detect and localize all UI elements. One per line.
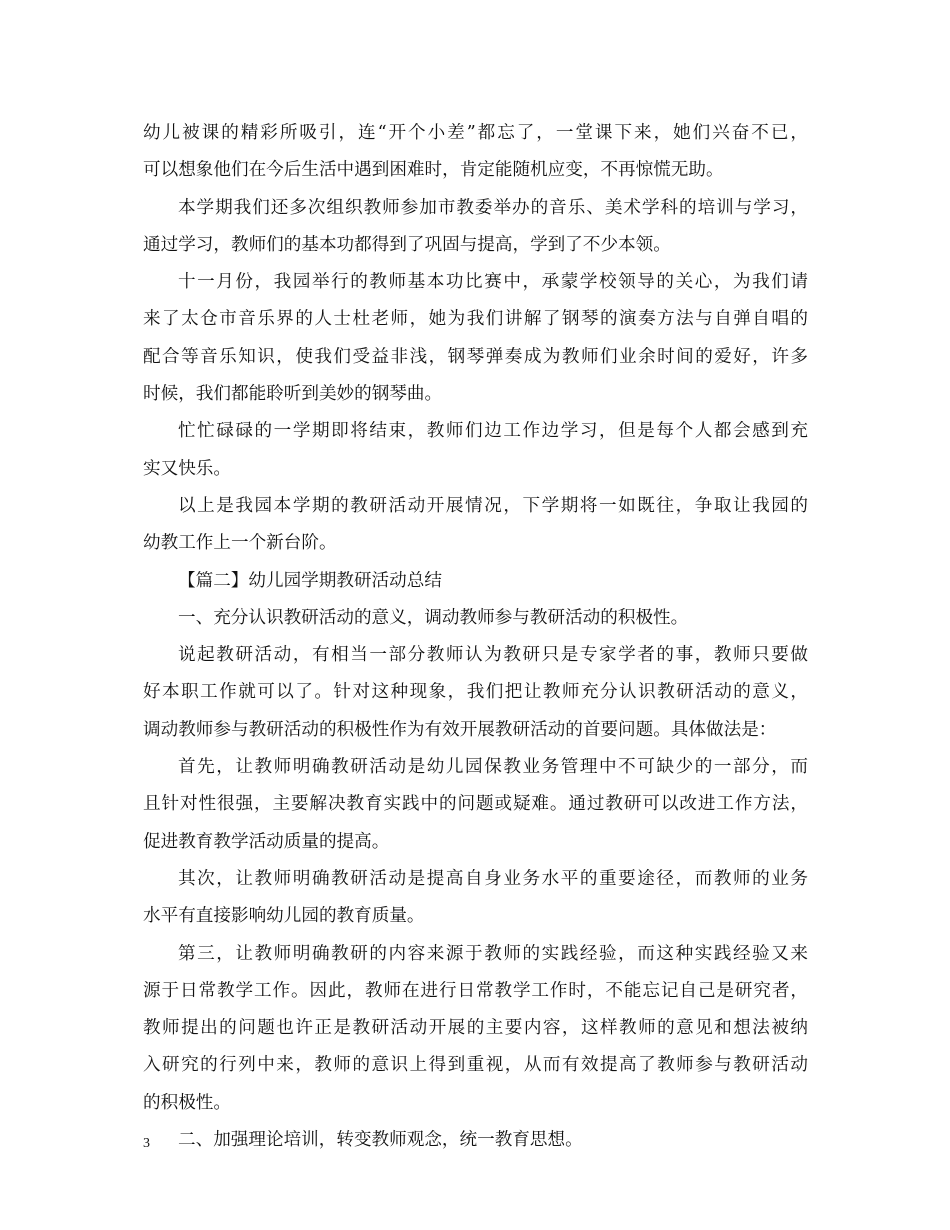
text-line: 教师提出的问题也许正是教研活动开展的主要内容，这样教师的意见和想法被纳 (143, 1018, 808, 1039)
text-line: 一、充分认识教研活动的意义，调动教师参与教研活动的积极性。 (178, 607, 689, 628)
text-line: 配合等音乐知识，使我们受益非浅，钢琴弹奏成为教师们业余时间的爱好，许多 (143, 346, 808, 367)
text-line: 二、加强理论培训，转变教师观念，统一教育思想。 (178, 1130, 583, 1151)
text-line: 实又快乐。 (143, 458, 231, 479)
text-line: 来了太仓市音乐界的人士杜老师，她为我们讲解了钢琴的演奏方法与自弹自唱的 (143, 309, 808, 330)
text-line: 十一月份，我园举行的教师基本功比赛中，承蒙学校领导的关心，为我们请 (178, 272, 808, 293)
text-line: 其次，让教师明确教研活动是提高自身业务水平的重要途径，而教师的业务 (178, 868, 808, 889)
text-line: 好本职工作就可以了。针对这种现象，我们把让教师充分认识教研活动的意义， (143, 682, 808, 703)
text-line: 本学期我们还多次组织教师参加市教委举办的音乐、美术学科的培训与学习， (178, 197, 808, 218)
text-line: 通过学习，教师们的基本功都得到了巩固与提高，学到了不少本领。 (143, 234, 671, 255)
document-body (143, 115, 808, 1159)
text-line: 源于日常教学工作。因此，教师在进行日常教学工作时，不能忘记自己是研究者， (143, 980, 808, 1001)
text-line: 可以想象他们在今后生活中遇到困难时，肯定能随机应变，不再惊慌无助。 (143, 160, 724, 181)
text-line: 水平有直接影响幼儿园的教育质量。 (143, 906, 425, 927)
text-line: 的积极性。 (143, 1092, 231, 1113)
text-line: 首先，让教师明确教研活动是幼儿园保教业务管理中不可缺少的一部分，而 (178, 757, 808, 778)
text-line: 且针对性很强，主要解决教育实践中的问题或疑难。通过教研可以改进工作方法， (143, 794, 808, 815)
text-line: 以上是我园本学期的教研活动开展情况，下学期将一如既往，争取让我园的 (178, 495, 808, 516)
text-line: 说起教研活动，有相当一部分教师认为教研只是专家学者的事，教师只要做 (178, 645, 808, 666)
text-line: 第三，让教师明确教研的内容来源于教师的实践经验，而这种实践经验又来 (178, 943, 808, 964)
text-line: 时候，我们都能聆听到美妙的钢琴曲。 (143, 384, 443, 405)
text-line: 促进教育教学活动质量的提高。 (143, 831, 390, 852)
text-line: 幼儿被课的精彩所吸引，连“开个小差”都忘了，一堂课下来，她们兴奋不已， (143, 123, 808, 143)
page-number: 3 (143, 1136, 150, 1151)
text-line: 幼教工作上一个新台阶。 (143, 533, 337, 554)
text-line: 【篇二】幼儿园学期教研活动总结 (178, 570, 442, 591)
text-line: 调动教师参与教研活动的积极性作为有效开展教研活动的首要问题。具体做法是： (143, 719, 777, 740)
text-line: 入研究的行列中来，教师的意识上得到重视，从而有效提高了教师参与教研活动 (143, 1055, 808, 1076)
text-line: 忙忙碌碌的一学期即将结束，教师们边工作边学习，但是每个人都会感到充 (178, 421, 808, 442)
